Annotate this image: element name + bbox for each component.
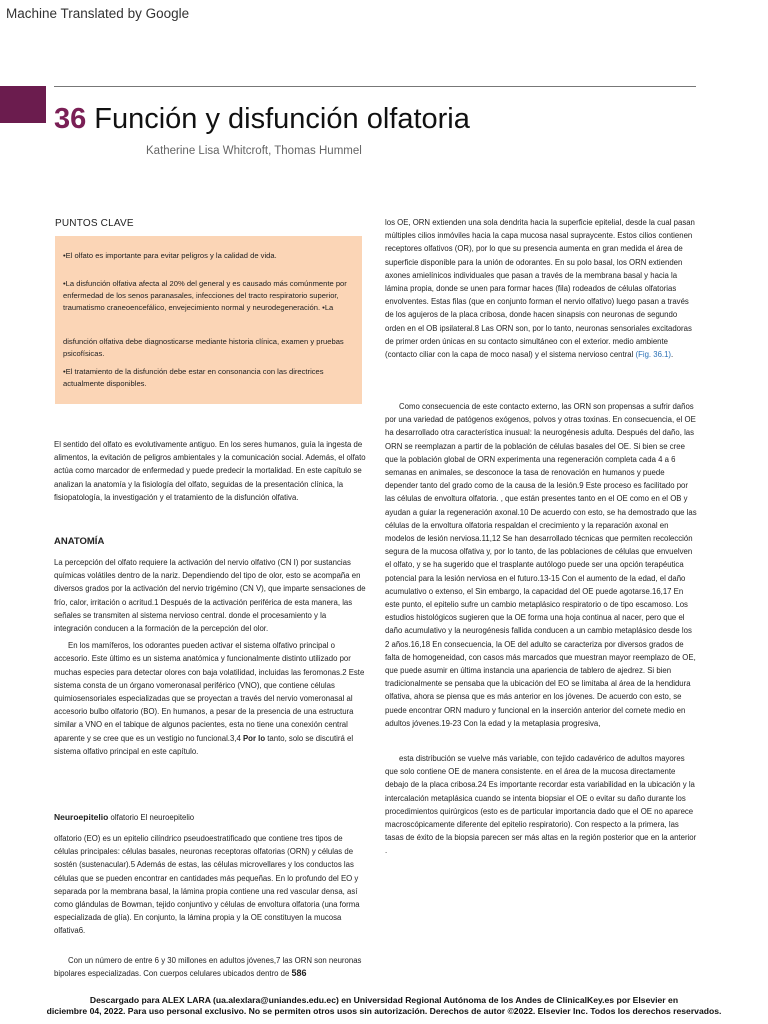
orn-text-end: . — [671, 350, 674, 360]
chapter-authors: Katherine Lisa Whitcroft, Thomas Hummel — [146, 145, 362, 157]
anatomy-bold-text: Por lo — [242, 733, 266, 743]
key-point-item: •El olfato es importante para evitar peligros y la calidad de vida. — [63, 251, 277, 260]
key-point-item: •La disfunción olfativa afecta al 20% del general y es causado más comúnmente por enfermedad de los senos paranasales, infecciones del tracto respiratorio superior, traumatismo craneoencefálico, envejecimiento normal y neurodegeneración. •La — [63, 279, 347, 312]
right-column-p3 — [385, 752, 697, 858]
chapter-title — [54, 103, 470, 136]
right-column-p1 — [385, 216, 697, 361]
distribution-text: esta distribución se vuelve más variable, con tejido cadavérico de adultos mayores que solo contiene OE de manera consistente. en el área de la mucosa directamente debajo de la placa cribosa.24 Es importante recordar esta variabilidad en la ubicación y la intercalación metaplásica cuando se intenta biopsiar el OE o evitar su daño durante los procedimientos quirúrgicos (esto es de particular importancia dado que el OE no aparece macroscópicamente diferente del epitelio respiratorio). — [385, 754, 695, 830]
intro-paragraph — [54, 438, 366, 504]
key-point-item: disfunción olfativa debe diagnosticarse mediante historia clínica, examen y pruebas psicofísicas. — [63, 337, 344, 358]
neuroepithelium-heading — [54, 812, 194, 822]
neuroepithelium-text: Con un número de entre 6 y 30 millones en adultos jóvenes,7 las ORN son neuronas bipolares especializadas. Con cuerpos celulares ubicados dentro de — [54, 955, 362, 978]
key-point-item: •El tratamiento de la disfunción debe estar en consonancia con las directrices actualmente disponibles. — [63, 367, 324, 388]
chapter-number: 36 — [54, 103, 87, 135]
anatomy-section — [54, 556, 366, 758]
key-points-heading: PUNTOS CLAVE — [55, 218, 134, 229]
regeneration-paragraph: Como consecuencia de este contacto externo, las ORN son propensas a sufrir daños por una variedad de patógenos exógenos, polvos y otras toxinas. En consecuencia, el OE ha desarrollado otra característica inusual: la neurogénesis adulta. Después del daño, las ORN se reemplazan a partir de la población de células basales del OE. Si bien se cree que la población global de ORN experimenta una regeneración completa cada 4 a 6 semanas en animales, se desconoce la tasa de renovación en humanos y puede depender tanto del grado como de la causa de la lesión.9 Este proceso es facilitado por las células de envoltura olfatoria. , que están presentes tanto en el OE como en el OB y ayudan a guiar la regeneración axonal.10 De acuerdo con esto, se ha demostrado que las células de la envoltura olfatoria respaldan el crecimiento y la reparación axonal en modelos de lesión nerviosa.11,12 Se han desarrollado técnicas que permiten recolección segura de la mucosa olfativa y, por lo tanto, de las poblaciones de células que envuelven el olfato, y se ha sugerido que el trasplante autólogo puede ser una opción terapéutica potencial para la lesión nerviosa en el futuro.13-15 Con el aumento de la edad, el daño acumulativo o extenso, el Sin embargo, la capacidad del OE puede agotarse.16,17 En este punto, el epitelio sufre un cambio metaplásico respiratorio o de tipo escamoso. Los estudios histológicos sugieren que la OE forma una hoja continua al nacer, pero que el daño acumulativo y la neurogénesis fallida conducen a un cambio metaplásico desde los 2 años.16,18 En consecuencia, la OE del adulto se caracteriza por diversos grados de falta de homogeneidad, con casos más marcados que muestran mayor reemplazo de OE, que puede asumir en última instancia una apariencia de tablero de ajedrez. Si bien tradicionalmente se pensaba que la ubicación del EO se limitaba al área de la hendidura olfativa, ahora se piensa que es más anterior en los jóvenes. De acuerdo con esto, se puede encontrar ORN maduro y funcional en la inserción anterior del cornete medio en adultos jóvenes.19-23 Con la edad y la metaplasia progresiva, — [385, 402, 697, 728]
footer-line-2: diciembre 04, 2022. Para uso personal exclusivo. No se permiten otros usos sin autorización. Derechos de autor ©2022. Elsevier Inc. Todos los derechos reservados. — [46, 1006, 722, 1016]
download-footer — [0, 995, 768, 1017]
footer-line-1: Descargado para ALEX LARA (ua.alexlara@uniandes.edu.ec) en Universidad Regional Autónoma de los Andes de ClinicalKey.es por Elsevier en — [89, 995, 679, 1005]
neuroepithelium-paragraph-2 — [54, 954, 366, 980]
orn-text: los OE, ORN extienden una sola dendrita hacia la superficie epitelial, desde la cual pasan múltiples cilios inmóviles hacia la capa mucosa nasal supraycente. Estos cilios contienen receptores olfativos (OR), por lo que su presencia aumenta en gran medida el área de superficie disponible para la unión de odorantes. En su polo basal, los ORN extienden axones amielínicos individuales que pasan a través de la membrana basal y hacia la lámina propia, donde se unen para formar haces (fila) rodeados de células olfatorias envolventes. Estas filas (que en conjunto forman el nervio olfativo) luego pasan a través de los agujeros de la placa cribosa, donde hacen sinapsis con neuronas de segundo orden en el OB ipsilateral.8 Las ORN son, por lo tanto, neuronas sensoriales excitadoras de primer orden únicas en su contacto simultáneo con el exterior. medio ambiente (contacto ciliar con la capa de moco nasal) y el sistema nervioso central — [385, 218, 695, 360]
right-column-p2 — [385, 400, 697, 730]
intro-text: El sentido del olfato es evolutivamente antiguo. En los seres humanos, guía la ingesta de alimentos, la evitación de peligros ambientales y la comunicación social. Además, el olfato actúa como marcador de enfermedad y puede predecir la mortalidad. En este capítulo se analizan la anatomía y la fisiología del olfato, seguidas de la presentación clínica, la fisiopatología, la investigación y el tratamiento de la disfunción olfativa. — [54, 440, 366, 502]
anatomy-text: En los mamíferos, los odorantes pueden activar el sistema olfativo principal o accesorio. Este último es un sistema anatómica y funcionalmente distinto utilizado por muchas especies para detectar olores con baja volatilidad, incluidas las feromonas.2 Este sistema consta de un órgano vomeronasal periférico (VNO), que contiene células quimiosensoriales especializadas que se proyectan a través del nervio vomeronasal al accesorio bulbo olfatorio (BO). En humanos, a pesar de la presencia de una estructura similar a VNO en el tabique de algunos pacientes, esta no tiene una conexión central aparente y se cree que es un vestigio no funcional.3,4 — [54, 641, 365, 743]
anatomy-paragraph: La percepción del olfato requiere la activación del nervio olfativo (CN I) por sustancias químicas volátiles dentro de la nariz. Dependiendo del tipo de olor, esto se acompaña en diversos grados por la activación del nervio trigémino (CN V), que imparte sensaciones de frío, calor, irritación o acritud.1 Después de la activación periférica de esta manera, las señales se transmiten al sistema nervioso central. donde el procesamiento y la integración conducen a la formación de la percepción del olor. — [54, 558, 366, 634]
orn-paragraph — [385, 216, 697, 361]
header-rule — [54, 86, 696, 87]
distribution-highlight: Con respecto a la primera, las tasas de éxito de la biopsia — [385, 820, 679, 843]
machine-translated-banner: Machine Translated by Google — [6, 6, 190, 21]
anatomy-paragraph-2 — [54, 639, 366, 758]
key-points-box — [55, 236, 362, 404]
neuroepithelium-section — [54, 832, 366, 980]
figure-link[interactable]: (Fig. 36.1) — [635, 350, 672, 360]
neuroepithelium-paragraph: olfatorio (EO) es un epitelio cilíndrico pseudoestratificado que contiene tres tipos de células principales: células basales, neuronas receptoras olfatorias (ORN) y células de sostén (sustenacular).5 Además de estas, las células microvellares y los conductos las células que se pueden encontrar en cantidades más pequeñas. En lo profundo del EO y separada por la membrana basal, la lámina propia contiene una red vascular densa, así como glándulas de Bowman, tejido conjuntivo y células de envoltura olfatoria (una forma especializada de glía). En conjunto, la lámina propia y la OE constituyen la mucosa olfativa6. — [54, 834, 360, 936]
anatomy-text-end: tanto, solo se discutirá el sistema olfativo principal en este capítulo. — [54, 733, 354, 756]
neuroepithelium-heading-bold: Neuroepitelio — [54, 812, 109, 822]
neuroepithelium-subheading: olfatorio El neuroepitelio — [108, 813, 195, 822]
distribution-text-end: parecen ser más altas en la región posterior que en la anterior . — [385, 833, 697, 856]
chapter-title-text: Función y disfunción olfatoria — [94, 103, 470, 135]
distribution-paragraph — [385, 752, 697, 858]
anatomy-heading: ANATOMÍA — [54, 536, 105, 547]
page-number: 586 — [291, 967, 307, 978]
chapter-tab-marker — [0, 86, 46, 123]
